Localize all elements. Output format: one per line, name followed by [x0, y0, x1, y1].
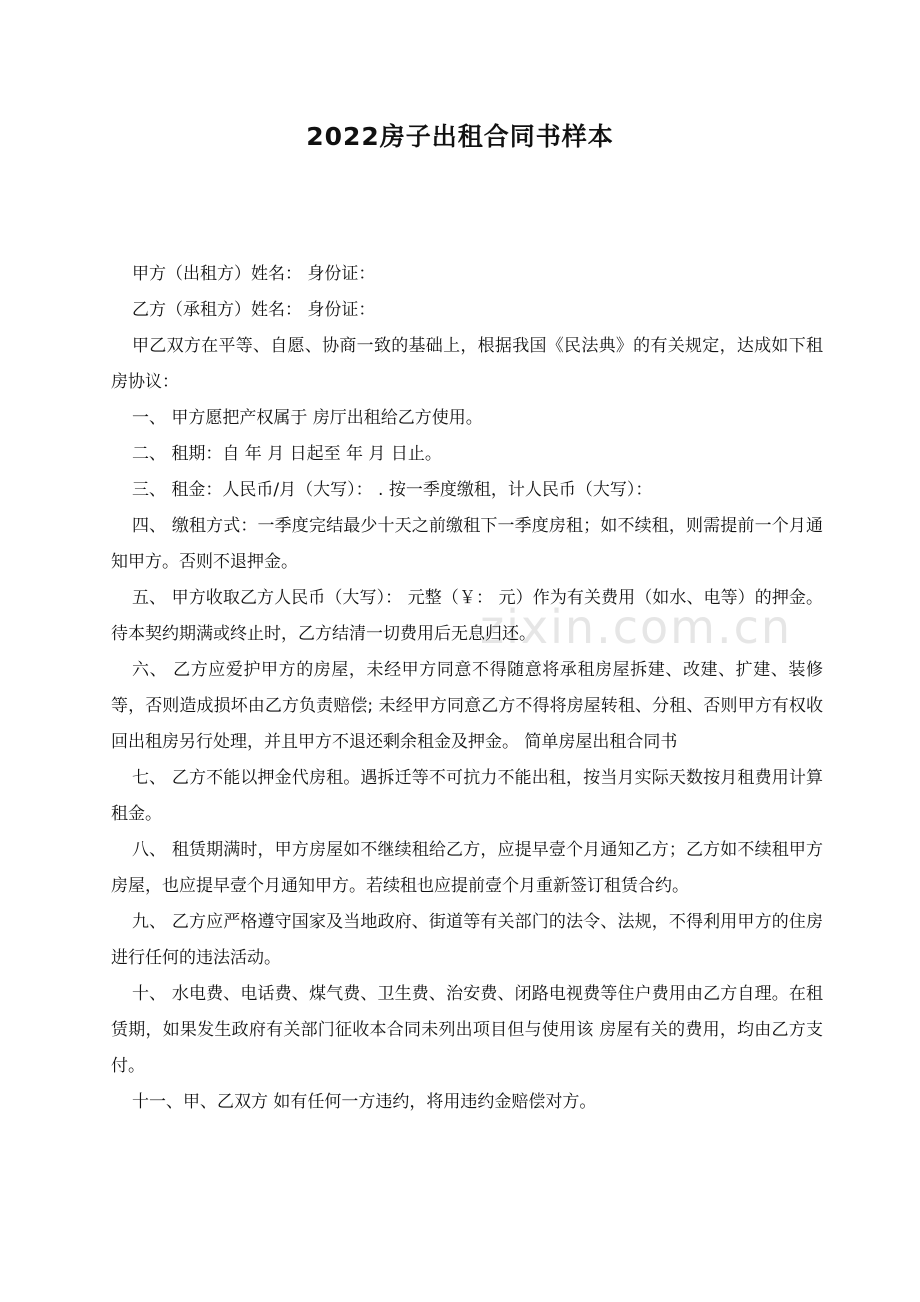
clause-8: 八、 租赁期满时，甲方房屋如不继续租给乙方，应提早壹个月通知乙方；乙方如不续租甲方房屋，也应提早壹个月通知甲方。若续租也应提前壹个月重新签订租赁合约。	[111, 840, 823, 896]
clause-3: 三、 租金：人民币/月（大写）： . 按一季度缴租，计人民币（大写）：	[132, 480, 653, 500]
party-b-line: 乙方（承租方）姓名： 身份证：	[132, 300, 376, 320]
document-body	[111, 256, 823, 1120]
clause-7: 七、 乙方不能以押金代房租。遇拆迁等不可抗力不能出租，按当月实际天数按月租费用计算租金。	[111, 768, 823, 824]
clause-5: 五、 甲方收取乙方人民币（大写）： 元整（￥： 元）作为有关费用（如水、电等）的押金。待本契约期满或终止时，乙方结清一切费用后无息归还。	[111, 588, 823, 644]
watermark: zixin.com.cn	[480, 600, 793, 654]
clause-1: 一、 甲方愿把产权属于 房厅出租给乙方使用。	[132, 408, 483, 428]
clause-11: 十一、甲、乙双方 如有任何一方违约，将用违约金赔偿对方。	[132, 1092, 597, 1112]
clause-2: 二、 租期：自 年 月 日起至 年 月 日止。	[132, 444, 442, 464]
clause-10: 十、 水电费、电话费、煤气费、卫生费、治安费、闭路电视费等住户费用由乙方自理。在租赁期，如果发生政府有关部门征收本合同未列出项目但与使用该 房屋有关的费用，均由乙方支付。	[111, 984, 823, 1076]
document-title: 2022房子出租合同书样本	[306, 122, 614, 151]
clause-6: 六、 乙方应爱护甲方的房屋，未经甲方同意不得随意将承租房屋拆建、改建、扩建、装修等，否则造成损坏由乙方负责赔偿; 未经甲方同意乙方不得将房屋转租、分租、否则甲方有权收回出租房另行处理，并且甲方不退还剩余租金及押金。 简单房屋出租合同书	[111, 660, 823, 752]
preamble-paragraph: 甲乙双方在平等、自愿、协商一致的基础上，根据我国《民法典》的有关规定，达成如下租房协议：	[111, 336, 823, 392]
clause-4: 四、 缴租方式：一季度完结最少十天之前缴租下一季度房租；如不续租，则需提前一个月通知甲方。否则不退押金。	[111, 516, 823, 572]
clause-9: 九、 乙方应严格遵守国家及当地政府、街道等有关部门的法令、法规，不得利用甲方的住房进行任何的违法活动。	[111, 912, 823, 968]
party-a-line: 甲方（出租方）姓名： 身份证：	[132, 264, 376, 284]
